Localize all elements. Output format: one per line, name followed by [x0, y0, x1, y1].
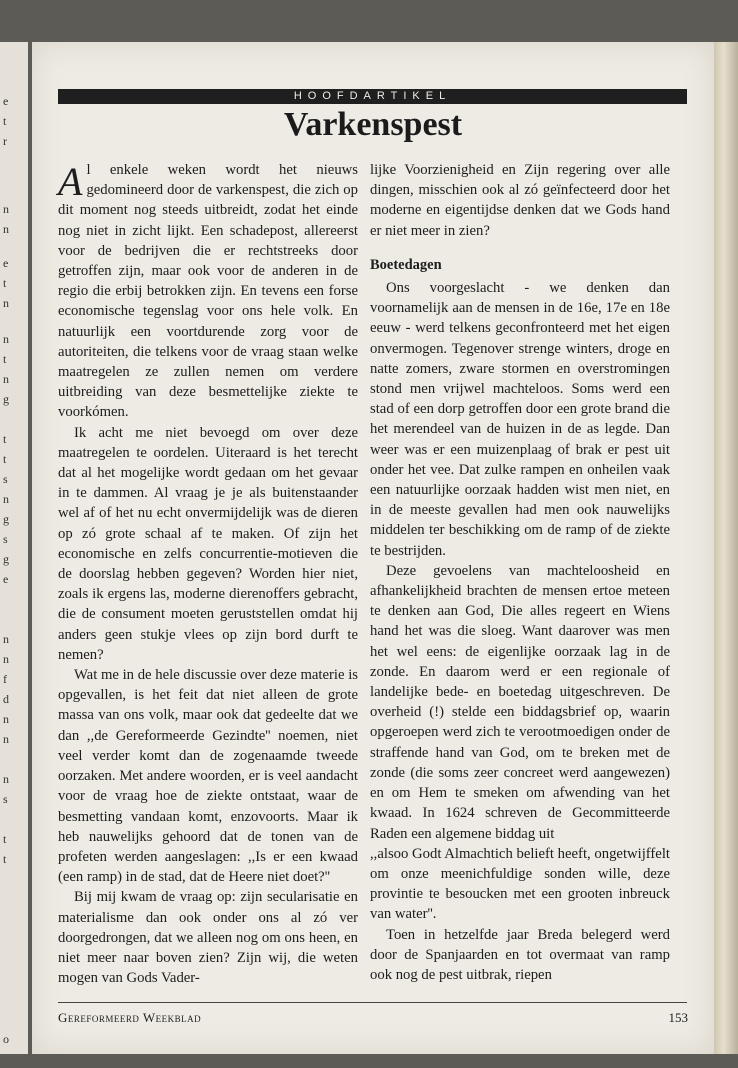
paragraph: Deze gevoelens van machteloosheid en afhankelijkheid brachten de mensen ertoe meteen te denken aan God, Die alles regeert en Wiens hand het was die sloeg. Want daarover was men het wel eens: de eigenlijke oorzaak lag in de zonde. En daarom werd er een regionale of landelijke bede- en boetedag uitgeschreven. De overheid (!) stelde een biddagsbrief op, waarin opgeroepen werd zich te verootmoedigen onder de straffende hand van God, om te breken met de zonde (die soms zeer concreet werd aangewezen) en om Hem te smeken om afwending van het kwaad. In 1624 schreven de Gecommitteerde Raden een algemene biddag uit [370, 562, 670, 842]
drop-cap: A [58, 159, 83, 204]
block-quote: ,,alsoo Godt Almachtich belieft heeft, ongetwijffelt om onze meenichfuldige sonden wille, deze provintie te besoucken met een grooten inbreuck van water''. [370, 845, 670, 923]
paragraph: lijke Voorzienigheid en Zijn regering over alle dingen, misschien ook al zó geïnfecteerd door het moderne en eigentijdse denken dat we Gods hand er niet meer in zien? [370, 162, 670, 239]
publication-name: Gereformeerd Weekblad [58, 1010, 202, 1025]
paragraph: Toen in hetzelfde jaar Breda belegerd werd door de Spanjaarden en tot overmaat van ramp ook nog de pest uitbrak, riepen [370, 926, 670, 983]
magazine-page [32, 42, 714, 1054]
paragraph: Ik acht me niet bevoegd om over deze maatregelen te oordelen. Uiteraard is het terecht dat al het mogelijke wordt gedaan om het gevaar in te dammen. Al vraag je je als buitenstaander wel af of het nu echt onvermijdelijk was de dieren op zó grote schaal af te maken. Of zijn het economische en zelfs concurrentie-motieven die de doorslag hebben gegeven? Worden hier niet, zoals ik ergens las, moderne dierenoffers gebracht, die de consument moeten geruststellen omdat hij anders geen stukje vlees op zijn bord durft te nemen? [58, 424, 358, 663]
right-column [370, 160, 670, 983]
page-number: 153 [668, 1010, 688, 1025]
paragraph: Bij mij kwam de vraag op: zijn secularisatie en materialisme dan ook onder ons al zó ver doorgedrongen, dat we alleen nog om ons heen, en niet meer naar boven zien? Zijn wij, die weten mogen van Gods Vader- [58, 889, 358, 987]
paragraph: Al enkele weken wordt het nieuws gedomineerd door de varkenspest, die zich op dit moment nog steeds uitbreidt, zodat het einde nog niet in zicht lijkt. Een schadepost, allereerst voor de bedrijven die er rechtstreeks door getroffen zijn, maar ook voor de anderen in de regio die erbij betrokken zijn. En tevens een forse economische tegenslag voor ons hele volk. En natuurlijk een voortdurende zorg voor de autoriteiten, die telkens voor de vraag staan welke maatregelen ze zullen nemen om verdere uitbreiding van deze besmettelijke ziekte te voorkómen. [58, 159, 358, 421]
book-spine [714, 42, 738, 1054]
previous-page-edge: e t r n n e t n n t n g t t s n g s g e n n f d n n n s t t o [0, 42, 28, 1054]
section-header-bar: HOOFDARTIKEL [58, 89, 687, 104]
left-column [58, 159, 358, 987]
article-title: Varkenspest [283, 106, 463, 143]
subheading: Boetedagen [370, 256, 442, 273]
paragraph: Wat me in de hele discussie over deze materie is opgevallen, is het feit dat niet alleen de grote massa van ons volk, maar ook dat gedeelte dat we dan ,,de Gereformeerde Gezindte'' noemen, niet veel verder komt dan de zogenaamde tweede oorzaken. Met andere woorden, er is veel aandacht voor de vraag hoe de ziekte ontstaat, waar de besmetting vandaan komt, enzovoorts. Maar ik heb nauwelijks gehoord dat de tonen van de profeten werden aangeslagen: ,,Is er een kwaad (een ramp) in de stad, dat de Heere niet doet?'' [58, 667, 358, 886]
footer-divider [58, 1002, 687, 1003]
paragraph: Ons voorgeslacht - we denken dan voornamelijk aan de mensen in de 16e, 17e en 18e eeuw - werd telkens geconfronteerd met het eigen onvermogen. Tegenover strenge winters, droge en natte zomers, zware stormen en overstromingen stond men vrijwel machteloos. Soms werd een stad of een dorp getroffen door een grote brand die het merendeel van de huizen in de as legde. Dan weer was er een muizenplaag of brak er pest uit onder het vee. Dat zulke rampen en onheilen vaak een natuurlijke oorzaak hadden wist men niet, en in de meeste gevallen had men ook nauwelijks middelen ter beschikking om de ramp of de ziekte te bestrijden. [370, 280, 670, 559]
